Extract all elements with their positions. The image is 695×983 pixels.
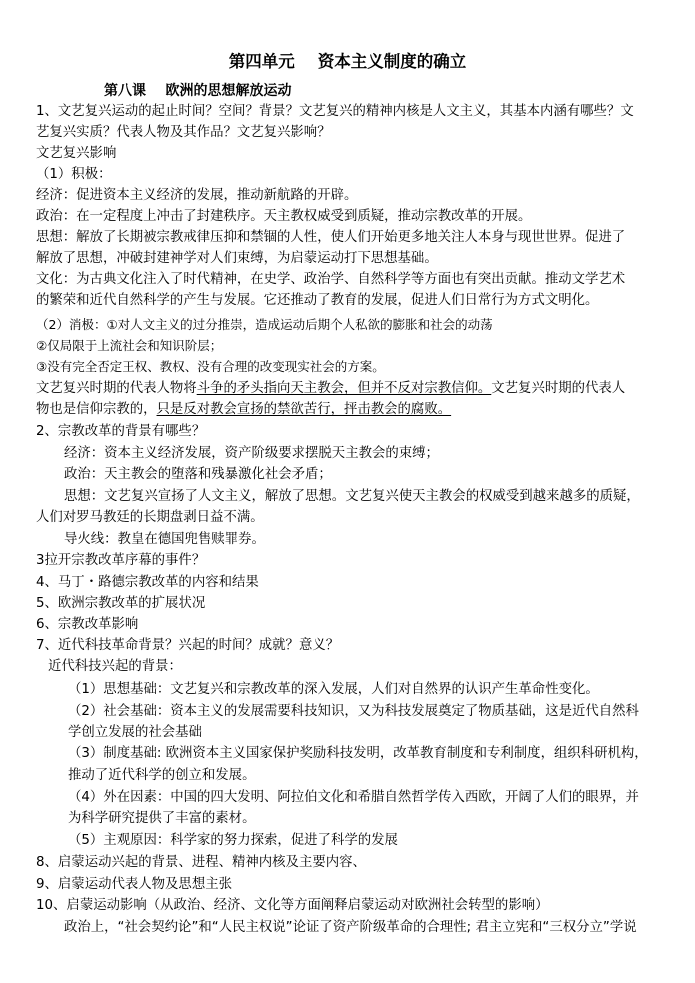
q7-b4b: 为科学研究提供了丰富的素材。: [68, 811, 256, 826]
q1-thought-1: 思想：解放了长期被宗教戒律压抑和禁锢的人性，使人们开始更多地关注人本身与现世世界。促进了: [36, 230, 626, 245]
q7-b3a: （3）制度基础: 欧洲资本主义国家保护奖励科技发明，改革教育制度和专利制度，组织科研机构，: [68, 746, 648, 761]
q7-heading: 7、近代科技革命背景？兴起的时间？成就？意义？: [36, 638, 340, 653]
q7-b1: （1）思想基础：文艺复兴和宗教改革的深入发展，人们对自然界的认识产生革命性变化。: [68, 682, 599, 697]
unit-title: 第四单元 资本主义制度的确立: [228, 52, 467, 71]
q1-representatives-1: [36, 378, 664, 399]
q1-negative-2: ②仅局限于上流社会和知识阶层；: [36, 338, 223, 353]
q6: 6、宗教改革影响: [36, 617, 139, 632]
q7-b2a: （2）社会基础：资本主义的发展需要科技知识，又为科技发展奠定了物质基础，这是近代自然科: [68, 704, 639, 719]
rep-underlined-1: 斗争的矛头指向天主教会，但并不反对宗教信仰。: [196, 381, 492, 396]
q1-positive: （1）积极：: [36, 167, 112, 182]
q10-heading: 10、启蒙运动影响（从政治、经济、文化等方面阐释启蒙运动对欧洲社会转型的影响）: [36, 898, 549, 913]
q1-heading: 文艺复兴影响: [36, 146, 117, 161]
q1-politics: 政治：在一定程度上冲击了封建秩序。天主教权威受到质疑，推动宗教改革的开展。: [36, 209, 532, 224]
q1-representatives-2: [36, 399, 664, 420]
q1-thought-2: 解放了思想，冲破封建神学对人们束缚，为启蒙运动打下思想基础。: [36, 251, 438, 266]
q7-b4a: （4）外在因素：中国的四大发明、阿拉伯文化和希腊自然哲学传入西欧，开阔了人们的眼界，并: [68, 790, 639, 805]
q7-b3b: 推动了近代科学的创立和发展。: [68, 768, 256, 783]
q1-line-1: 1、文艺复兴运动的起止时间？空间？背景？文艺复兴的精神内核是人文主义，其基本内涵有哪些？文: [36, 104, 634, 119]
q1-culture-1: 文化：为古典文化注入了时代精神，在史学、政治学、自然科学等方面也有突出贡献。推动文学艺术: [36, 272, 626, 287]
rep-text-a: 文艺复兴时期的代表人物将: [36, 381, 197, 396]
q2-fuse: 导火线：教皇在德国兜售赎罪券。: [64, 532, 265, 547]
q9: 9、启蒙运动代表人物及思想主张: [36, 877, 232, 892]
rep-text-c: 物也是信仰宗教的，: [36, 402, 157, 417]
lesson-title: 第八课 欧洲的思想解放运动: [104, 83, 292, 99]
q1-negative-3: ③没有完全否定王权、教权、没有合理的改变现实社会的方案。: [36, 359, 385, 374]
rep-underlined-2: 只是反对教会宣扬的禁欲苦行，抨击教会的腐败。: [156, 402, 452, 417]
q3: 3拉开宗教改革序幕的事件？: [36, 553, 206, 568]
q7-b2b: 学创立发展的社会基础: [68, 725, 202, 740]
q2-thought-2: 人们对罗马教廷的长期盘剥日益不满。: [36, 510, 264, 525]
q7-sub: 近代科技兴起的背景：: [48, 659, 182, 674]
q2-thought-1: 思想：文艺复兴宣扬了人文主义，解放了思想。文艺复兴使天主教会的权威受到越来越多的质疑，: [64, 489, 640, 504]
q1-economy: 经济：促进资本主义经济的发展，推动新航路的开辟。: [36, 188, 358, 203]
q4: 4、马丁・路德宗教改革的内容和结果: [36, 575, 259, 590]
q10-politics: 政治上，“社会契约论”和“人民主权说”论证了资产阶级革命的合理性; 君主立宪和“三权分立”学说: [64, 920, 637, 935]
q5: 5、欧洲宗教改革的扩展状况: [36, 596, 206, 611]
q2-heading: 2、宗教改革的背景有哪些？: [36, 424, 206, 439]
q1-culture-2: 的繁荣和近代自然科学的产生与发展。它还推动了教育的发展，促进人们日常行为方式文明化。: [36, 293, 599, 308]
q1-negative: （2）消极：①对人文主义的过分推崇，造成运动后期个人私欲的膨胀和社会的动荡: [36, 317, 493, 332]
rep-text-b: 文艺复兴时期的代表人: [491, 381, 626, 396]
q7-b5: （5）主观原因：科学家的努力探索，促进了科学的发展: [68, 833, 398, 848]
q2-economy: 经济：资本主义经济发展，资产阶级要求摆脱天主教会的束缚；: [64, 446, 439, 461]
q2-politics: 政治：天主教会的堕落和残暴激化社会矛盾；: [64, 467, 332, 482]
q8: 8、启蒙运动兴起的背景、进程、精神内核及主要内容、: [36, 855, 366, 870]
q1-line-2: 艺复兴实质？代表人物及其作品？文艺复兴影响？: [36, 125, 331, 140]
